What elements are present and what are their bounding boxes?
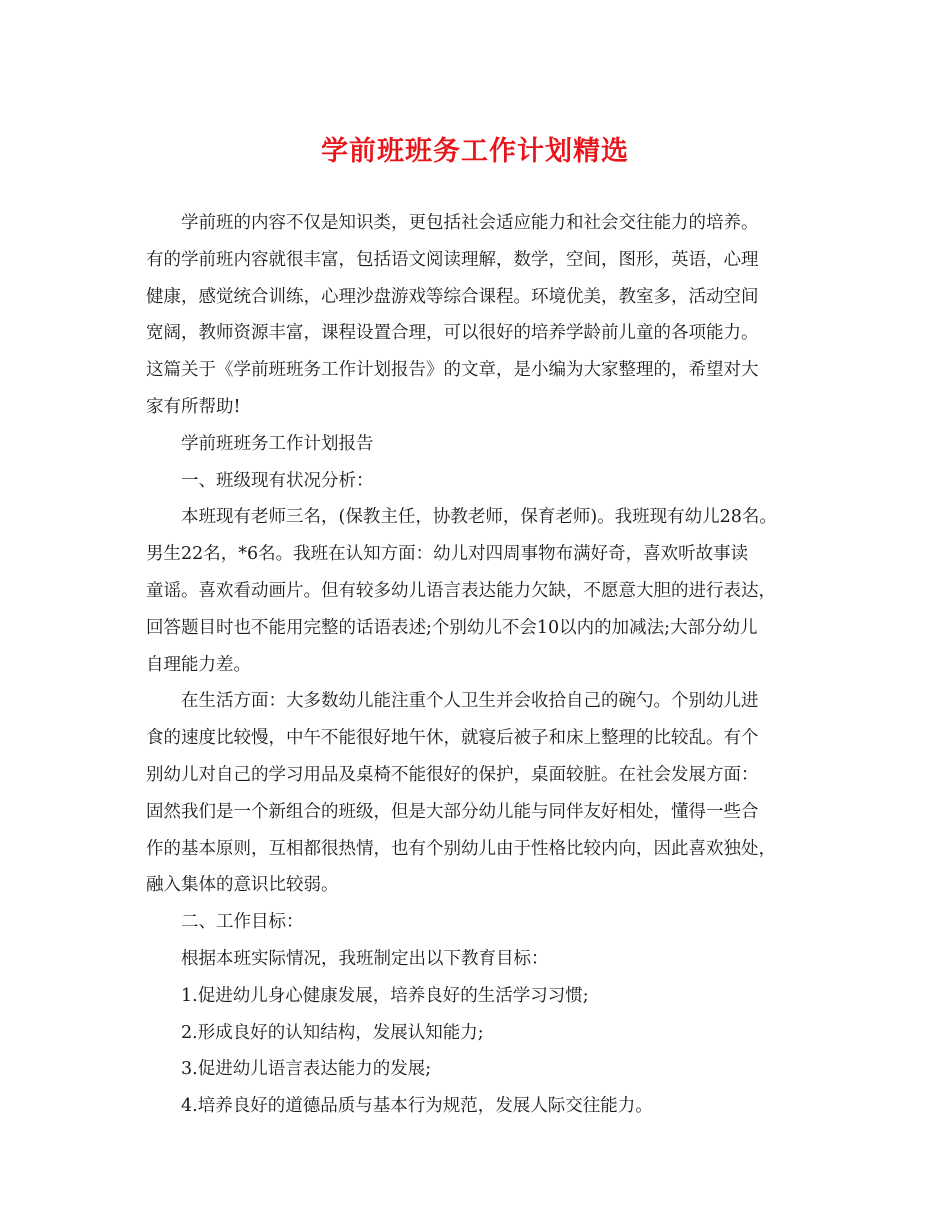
document-body — [146, 205, 816, 1125]
text-line: 食的速度比较慢，中午不能很好地午休，就寝后被子和床上整理的比较乱。有个 — [146, 728, 759, 749]
text-line: 一、班级现有状况分析： — [181, 470, 374, 491]
text-line: 作的基本原则，互相都很热情，也有个别幼儿由于性格比较内向，因此喜欢独处， — [146, 838, 776, 859]
text-line: 3.促进幼儿语言表达能力的发展; — [181, 1059, 432, 1080]
text-line: 本班现有老师三名，(保教主任，协教老师，保育老师)。我班现有幼儿28名。 — [181, 507, 777, 528]
text-line: 家有所帮助! — [146, 396, 241, 417]
text-line: 学前班班务工作计划报告 — [181, 433, 374, 454]
text-line: 这篇关于《学前班班务工作计划报告》的文章，是小编为大家整理的，希望对大 — [146, 360, 759, 381]
text-line: 二、工作目标： — [181, 912, 304, 933]
text-line: 融入集体的意识比较弱。 — [146, 875, 339, 896]
text-line: 健康，感觉统合训练，心理沙盘游戏等综合课程。环境优美，教室多，活动空间 — [146, 286, 759, 307]
text-line: 别幼儿对自己的学习用品及桌椅不能很好的保护，桌面较脏。在社会发展方面： — [146, 764, 759, 785]
text-line: 回答题目时也不能用完整的话语表述;个别幼儿不会10以内的加减法;大部分幼儿 — [146, 617, 758, 638]
text-line: 有的学前班内容就很丰富，包括语文阅读理解，数学，空间，图形，英语，心理 — [146, 249, 759, 270]
text-line: 根据本班实际情况，我班制定出以下教育目标： — [181, 948, 549, 969]
text-line: 自理能力差。 — [146, 654, 251, 675]
text-line: 在生活方面：大多数幼儿能注重个人卫生并会收拾自己的碗勺。个别幼儿进 — [181, 691, 759, 712]
text-line: 童谣。喜欢看动画片。但有较多幼儿语言表达能力欠缺，不愿意大胆的进行表达， — [146, 580, 776, 601]
text-line: 学前班的内容不仅是知识类，更包括社会适应能力和社会交往能力的培养。 — [181, 213, 759, 233]
text-line: 宽阔，教师资源丰富，课程设置合理，可以很好的培养学龄前儿童的各项能力。 — [146, 323, 759, 344]
text-line: 4.培养良好的道德品质与基本行为规范，发展人际交往能力。 — [181, 1096, 653, 1117]
page-title: 学前班班务工作计划精选 — [321, 136, 629, 167]
text-line: 男生22名，*6名。我班在认知方面：幼儿对四周事物布满好奇，喜欢听故事读 — [146, 544, 749, 565]
text-line: 固然我们是一个新组合的班级，但是大部分幼儿能与同伴友好相处，懂得一些合 — [146, 801, 759, 822]
text-line: 2.形成良好的认知结构，发展认知能力; — [181, 1022, 484, 1043]
text-line: 1.促进幼儿身心健康发展，培养良好的生活学习习惯; — [181, 985, 589, 1006]
